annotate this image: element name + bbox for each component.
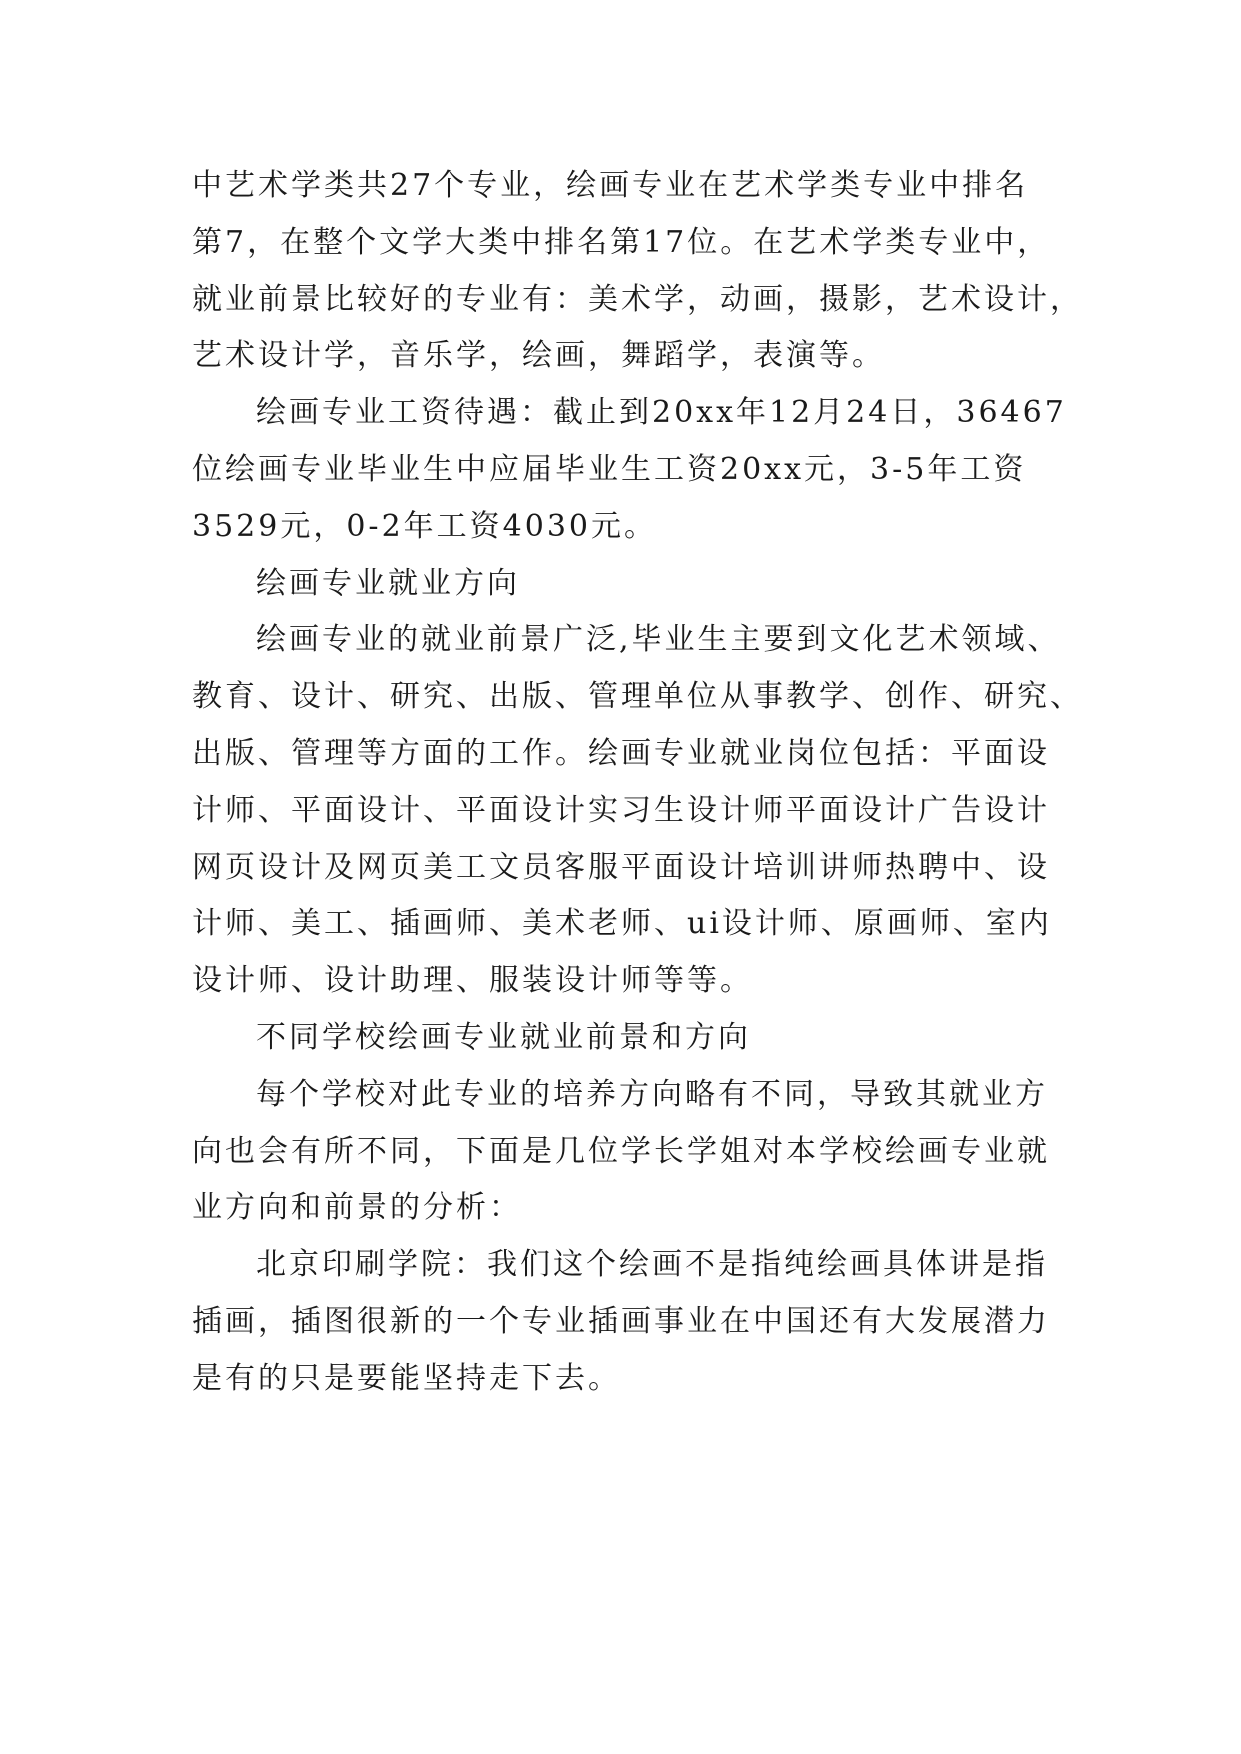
paragraph-start-line: 北京印刷学院：我们这个绘画不是指纯绘画具体讲是指 — [256, 1247, 1048, 1283]
text-line: 计师、平面设计、平面设计实习生设计师平面设计广告设计 — [192, 792, 1050, 828]
text-line: 中艺术学类共27个专业，绘画专业在艺术学类专业中排名 — [192, 168, 1029, 203]
text-line: 网页设计及网页美工文员客服平面设计培训讲师热聘中、设 — [192, 849, 1050, 885]
text-line: 业方向和前景的分析： — [192, 1190, 522, 1226]
text-line: 设计师、设计助理、服装设计师等等。 — [192, 963, 753, 999]
text-line: 出版、管理等方面的工作。绘画专业就业岗位包括：平面设 — [192, 735, 1050, 771]
text-line: 第7，在整个文学大类中排名第17位。在艺术学类专业中， — [192, 224, 1051, 260]
section-heading: 绘画专业就业方向 — [256, 565, 520, 601]
text-line: 向也会有所不同，下面是几位学长学姐对本学校绘画专业就 — [192, 1133, 1050, 1169]
paragraph-start-line: 绘画专业工资待遇：截止到20xx年12月24日，36467 — [256, 395, 1067, 431]
text-line: 位绘画专业毕业生中应届毕业生工资20xx元，3-5年工资 — [192, 451, 1027, 487]
text-line: 就业前景比较好的专业有：美术学，动画，摄影，艺术设计， — [192, 281, 1083, 317]
text-line: 计师、美工、插画师、美术老师、ui设计师、原画师、室内 — [192, 906, 1052, 942]
text-line: 插画，插图很新的一个专业插画事业在中国还有大发展潜力 — [192, 1303, 1050, 1339]
text-line: 教育、设计、研究、出版、管理单位从事教学、创作、研究、 — [192, 679, 1083, 715]
text-line: 3529元，0-2年工资4030元。 — [192, 508, 658, 544]
text-line: 是有的只是要能坚持走下去。 — [192, 1360, 621, 1396]
section-heading: 不同学校绘画专业就业前景和方向 — [256, 1019, 751, 1055]
paragraph-start-line: 每个学校对此专业的培养方向略有不同，导致其就业方 — [256, 1076, 1048, 1112]
document-body — [192, 158, 1092, 1408]
text-line: 艺术设计学，音乐学，绘画，舞蹈学，表演等。 — [192, 338, 885, 374]
paragraph-start-line: 绘画专业的就业前景广泛,毕业生主要到文化艺术领域、 — [256, 622, 1061, 658]
